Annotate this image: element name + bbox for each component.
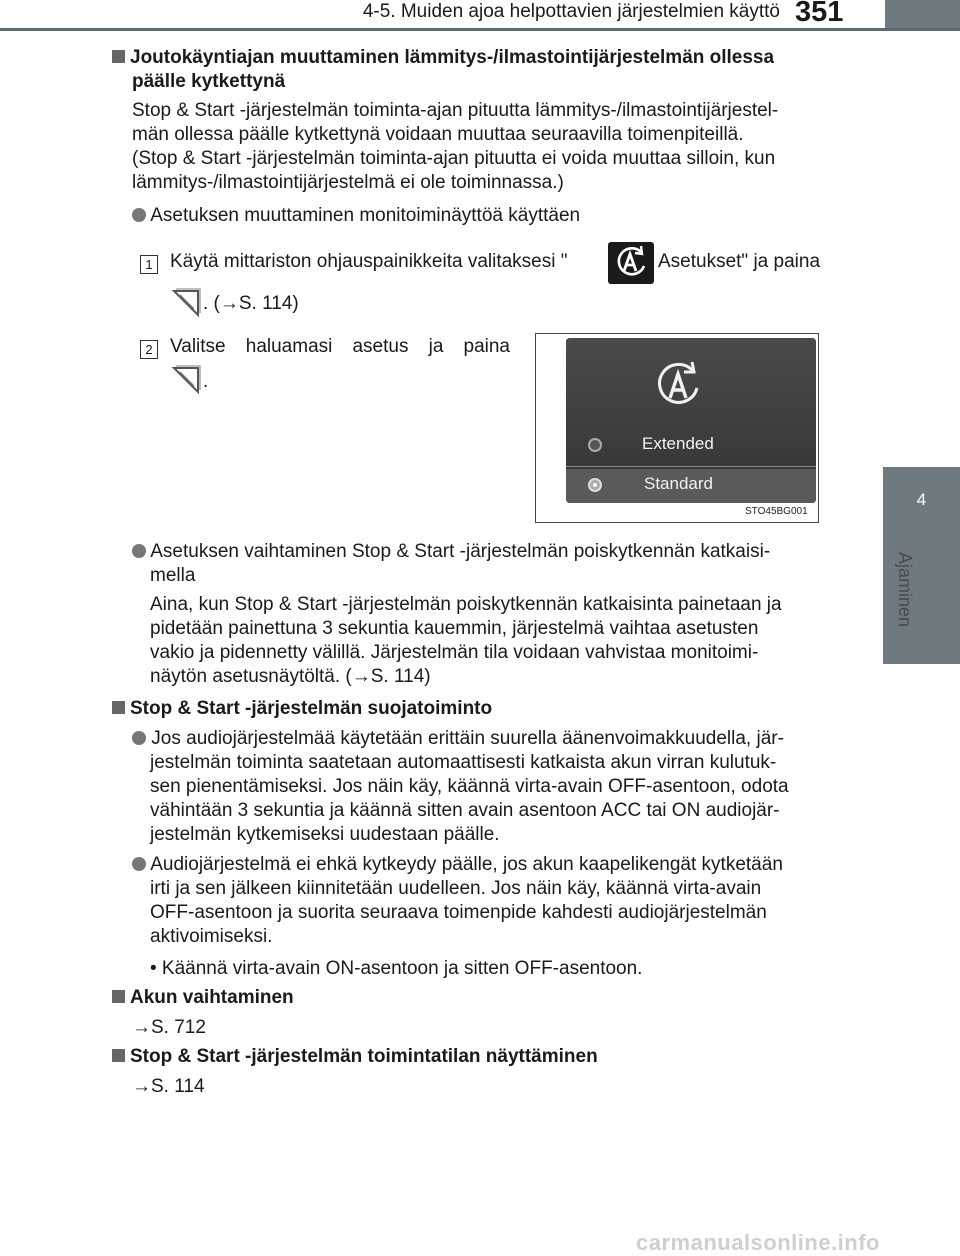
section-heading: Joutokäyntiajan muuttaminen lämmitys-/ilmastointijärjestelmän ollessa päälle kytkettynä bbox=[112, 46, 852, 94]
figure-code: STO45BG001 bbox=[745, 506, 808, 517]
round-bullet-icon bbox=[132, 857, 146, 871]
round-bullet-icon bbox=[132, 208, 146, 222]
step-1-text: Käytä mittariston ohjauspainikkeita valitaksesi " bbox=[170, 251, 568, 272]
chapter-title: 4-5. Muiden ajoa helpottavien järjestelmien käyttö bbox=[362, 1, 780, 22]
step-2-text: Valitse haluamasi asetus ja paina bbox=[170, 336, 510, 357]
section-heading: Stop & Start -järjestelmän suojatoiminto bbox=[112, 697, 852, 721]
watermark: carmanualsonline.info bbox=[636, 1230, 880, 1255]
header-tab bbox=[885, 0, 960, 28]
a-stop-start-icon bbox=[608, 242, 654, 289]
option-extended: Extended bbox=[642, 434, 714, 453]
option-standard: Standard bbox=[644, 474, 713, 493]
bullet-item: Asetuksen muuttaminen monitoiminäyttöä käyttäen bbox=[132, 204, 852, 228]
step-1-ref: . (→S. 114) bbox=[203, 293, 299, 314]
square-bullet-icon bbox=[112, 50, 125, 63]
step-number-2: 2 bbox=[140, 340, 158, 359]
step-2-period: . bbox=[203, 371, 209, 392]
page-reference[interactable]: →S. 114 bbox=[132, 1076, 205, 1097]
square-bullet-icon bbox=[112, 1049, 125, 1062]
side-chapter-number: 4 bbox=[916, 490, 927, 509]
section-heading: Akun vaihtaminen bbox=[112, 986, 852, 1010]
round-bullet-icon bbox=[132, 731, 146, 745]
a-mode-icon bbox=[652, 360, 708, 415]
enter-button-icon bbox=[170, 362, 204, 401]
side-chapter-label: Ajaminen bbox=[895, 552, 915, 628]
square-bullet-icon bbox=[112, 990, 125, 1003]
divider bbox=[566, 466, 816, 467]
enter-button-icon bbox=[170, 285, 204, 324]
step-number-1: 1 bbox=[140, 255, 158, 274]
square-bullet-icon bbox=[112, 701, 125, 714]
radio-extended bbox=[588, 438, 602, 452]
page-number: 351 bbox=[795, 0, 844, 28]
bullet-item: Jos audiojärjestelmää käytetään erittäin suurella äänenvoimakkuudella, jär- jestelmän toiminta saatetaan automaattisesti katkaista akun virran kulutuk- sen pienentämiseksi. Jos näin käy, käännä virta-avain OFF-asentoon, odota vähintään 3 sekuntia ja käännä sitten avain asentoon ACC tai ON audiojär- jestelmän kytkemiseksi uudestaan päälle. bbox=[132, 727, 854, 847]
paragraph: Stop & Start -järjestelmän toiminta-ajan pituutta lämmitys-/ilmastointijärjestel- män ollessa päälle kytkettynä voidaan muuttaa seuraavilla toimenpiteillä. (Stop & Start -järjestelmän toiminta-ajan pituutta ei voida muuttaa silloin, kun lämmitys-/ilmastointijärjestelmä ei ole toiminnassa.) bbox=[132, 100, 779, 193]
step-1-text-cont: Asetukset" ja paina bbox=[658, 251, 821, 272]
multi-info-display bbox=[566, 338, 816, 503]
page-reference[interactable]: →S. 712 bbox=[132, 1017, 206, 1038]
section-heading: Stop & Start -järjestelmän toimintatilan näyttäminen bbox=[112, 1045, 852, 1069]
bullet-item: Asetuksen vaihtaminen Stop & Start -järjestelmän poiskytkennän katkaisi- mella bbox=[132, 540, 852, 588]
paragraph: Aina, kun Stop & Start -järjestelmän poiskytkennän katkaisinta painetaan ja pidetään painettuna 3 sekuntia kauemmin, järjestelmä vaihtaa asetusten vakio ja pidennetty välillä. Järjestelmän tila voidaan vahvistaa monitoimi- näytön asetusnäytöltä. (→S. 114) bbox=[150, 594, 782, 687]
sub-bullet: • Käännä virta-avain ON-asentoon ja sitten OFF-asentoon. bbox=[150, 958, 643, 979]
bullet-item: Audiojärjestelmä ei ehkä kytkeydy päälle, jos akun kaapelikengät kytketään irti ja sen jälkeen kiinnitetään uudelleen. Jos näin käy, käännä virta-avain OFF-asentoon ja suorita seuraava toimenpide kahdesti audiojärjestelmän aktivoimiseksi. bbox=[132, 853, 854, 949]
radio-standard bbox=[588, 478, 602, 492]
round-bullet-icon bbox=[132, 544, 146, 558]
